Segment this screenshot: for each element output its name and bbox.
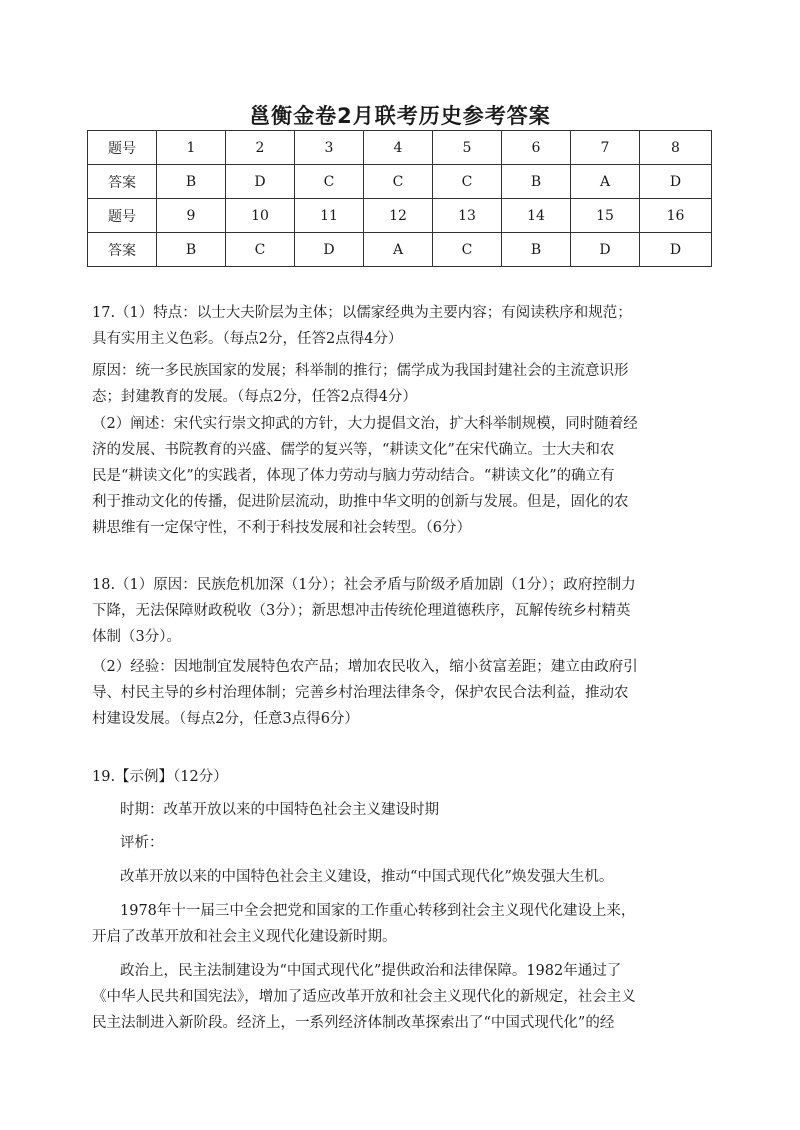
text-line: 民是“耕读文化”的实践者，体现了体力劳动与脑力劳动结合。“耕读文化”的确立有 xyxy=(92,468,615,484)
table-cell: 2 xyxy=(226,131,295,165)
table-cell: C xyxy=(295,165,364,199)
table-cell: 7 xyxy=(571,131,640,165)
table-cell: 6 xyxy=(502,131,571,165)
text-line: 时期：改革开放以来的中国特色社会主义建设时期 xyxy=(120,802,439,818)
table-cell: 9 xyxy=(157,199,226,233)
table-cell: C xyxy=(433,165,502,199)
table-cell: B xyxy=(157,165,226,199)
text-line: 济的发展、书院教育的兴盛、儒学的复兴等，“耕读文化”在宋代确立。士大夫和农 xyxy=(92,442,615,458)
q19-paragraph-1 xyxy=(92,864,742,890)
answer-table xyxy=(87,130,712,267)
table-row xyxy=(88,199,712,233)
text-line: 1978年十一届三中全会把党和国家的工作重心转移到社会主义现代化建设上来， xyxy=(120,903,636,919)
table-cell: A xyxy=(571,165,640,199)
table-cell: C xyxy=(433,233,502,267)
q19-paragraph-2 xyxy=(92,898,714,950)
q19-paragraph-3 xyxy=(92,958,714,1036)
q19-period xyxy=(92,797,742,823)
q17-part2-explanation xyxy=(92,411,714,541)
text-line: （2）经验：因地制宜发展特色农产品；增加农民收入，缩小贫富差距；建立由政府引 xyxy=(92,659,638,675)
table-cell: C xyxy=(364,165,433,199)
q19-evaluation-label xyxy=(92,830,742,856)
text-line: 《中华人民共和国宪法》，增加了适应改革开放和社会主义现代化的新规定，社会主义 xyxy=(92,989,636,1005)
text-line: 开启了改革开放和社会主义现代化建设新时期。 xyxy=(92,929,397,945)
text-line: 民主法制进入新阶段。经济上，一系列经济体制改革探索出了“中国式现代化”的经 xyxy=(92,1015,615,1031)
page-title: 邕衡金卷2月联考历史参考答案 xyxy=(249,104,551,128)
text-line: 利于推动文化的传播，促进阶层流动，助推中华文明的创新与发展。但是，固化的农 xyxy=(92,494,629,510)
table-cell: 4 xyxy=(364,131,433,165)
text-line: 态；封建教育的发展。（每点2分，任答2点得4分） xyxy=(92,389,417,405)
table-cell: 5 xyxy=(433,131,502,165)
table-cell: 16 xyxy=(640,199,712,233)
text-line: 村建设发展。（每点2分，任意3点得6分） xyxy=(92,711,359,727)
table-row xyxy=(88,131,712,165)
text-line: 原因：统一多民族国家的发展；科举制的推行；儒学成为我国封建社会的主流意识形 xyxy=(92,363,629,379)
table-cell: B xyxy=(157,233,226,267)
table-cell: 10 xyxy=(226,199,295,233)
table-cell: C xyxy=(226,233,295,267)
table-cell: 3 xyxy=(295,131,364,165)
text-line: 19.【示例】（12分） xyxy=(92,769,228,785)
text-line: 耕思维有一定保守性，不利于科技发展和社会转型。（6分） xyxy=(92,520,471,536)
table-cell: B xyxy=(502,165,571,199)
row-label-cell: 题号 xyxy=(88,199,157,233)
text-line: 政治上，民主法制建设为“中国式现代化”提供政治和法律保障。1982年通过了 xyxy=(120,963,622,979)
table-cell: A xyxy=(364,233,433,267)
text-line: 18.（1）原因：民族危机加深（1分）；社会矛盾与阶级矛盾加剧（1分）；政府控制力 xyxy=(92,577,636,593)
table-cell: D xyxy=(571,233,640,267)
q17-part1-reasons xyxy=(92,358,714,410)
q19-heading xyxy=(92,764,714,790)
q18-part2-experience xyxy=(92,654,714,732)
table-cell: 8 xyxy=(640,131,712,165)
table-row xyxy=(88,233,712,267)
row-label-cell: 答案 xyxy=(88,165,157,199)
table-cell: 1 xyxy=(157,131,226,165)
table-cell: B xyxy=(502,233,571,267)
table-cell: D xyxy=(226,165,295,199)
text-line: 评析： xyxy=(120,835,164,851)
table-cell: D xyxy=(295,233,364,267)
text-line: 改革开放以来的中国特色社会主义建设，推动“中国式现代化”焕发强大生机。 xyxy=(120,869,614,885)
row-label-cell: 答案 xyxy=(88,233,157,267)
table-cell: 14 xyxy=(502,199,571,233)
table-cell: 13 xyxy=(433,199,502,233)
text-line: 下降，无法保障财政税收（3分）；新思想冲击传统伦理道德秩序，瓦解传统乡村精英 xyxy=(92,603,631,619)
text-line: （2）阐述：宋代实行崇文抑武的方针，大力提倡文治，扩大科举制规模，同时随着经 xyxy=(92,416,638,432)
text-line: 体制（3分）。 xyxy=(92,629,181,645)
text-line: 17.（1）特点：以士大夫阶层为主体；以儒家经典为主要内容；有阅读秩序和规范； xyxy=(92,305,632,321)
table-cell: 12 xyxy=(364,199,433,233)
table-cell: 15 xyxy=(571,199,640,233)
row-label-cell: 题号 xyxy=(88,131,157,165)
text-line: 具有实用主义色彩。（每点2分，任答2点得4分） xyxy=(92,331,403,347)
q17-part1-features xyxy=(92,300,714,352)
table-row xyxy=(88,165,712,199)
table-cell: D xyxy=(640,165,712,199)
table-cell: 11 xyxy=(295,199,364,233)
text-line: 导、村民主导的乡村治理体制；完善乡村治理法律条令，保护农民合法利益，推动农 xyxy=(92,685,629,701)
q18-part1-reasons xyxy=(92,572,714,650)
table-cell: D xyxy=(640,233,712,267)
